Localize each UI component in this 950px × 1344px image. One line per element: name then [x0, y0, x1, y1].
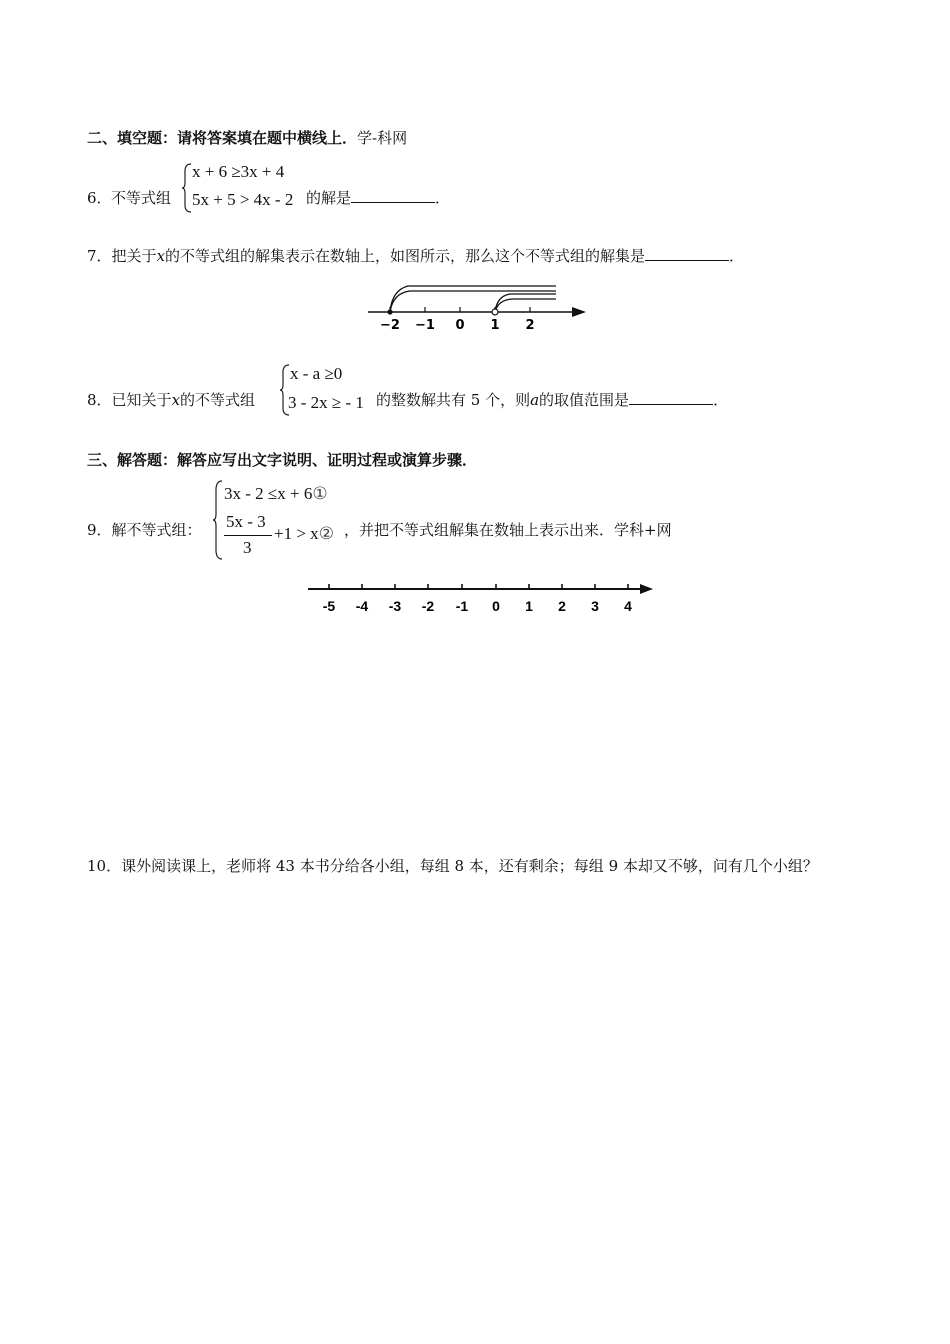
axis-ticks — [390, 307, 530, 312]
axis-label: −1 — [415, 318, 435, 333]
axis-label: -3 — [388, 598, 402, 614]
axis-label: 1 — [490, 318, 500, 333]
question-10 — [87, 855, 818, 876]
answer-blank[interactable] — [645, 246, 729, 261]
closed-point — [387, 309, 392, 314]
section-3-title: 三、解答题：解答应写出文字说明、证明过程或演算步骤． — [87, 451, 478, 469]
axis-label: -2 — [421, 598, 435, 614]
question-text: 的解是 ． — [306, 189, 451, 207]
number-line-blank — [300, 578, 660, 618]
axis-label: 0 — [492, 598, 500, 614]
inequality-1: 3x - 2 ≤x + 6① — [224, 484, 328, 503]
axis-label: 1 — [525, 598, 533, 614]
question-text: ，并把不等式组解集在数轴上表示出来．学科+网 — [344, 521, 672, 539]
fraction-numerator: 5x - 3 — [226, 512, 266, 531]
axis-label: 2 — [558, 598, 566, 614]
solution-arc-2 — [495, 294, 556, 312]
axis-label: −2 — [380, 318, 400, 333]
section-2-title: 二、填空题：请将答案填在题中横线上． — [87, 129, 358, 147]
axis-label: 4 — [624, 598, 632, 614]
question-text: 课外阅读课上，老师将 43 本书分给各小组，每组 8 本，还有剩余；每组 9 本却又不够，问有几个小组？ — [121, 857, 818, 875]
axis-label: 0 — [455, 318, 465, 333]
question-text: 不等式组 — [111, 189, 172, 207]
open-point — [492, 309, 498, 315]
axis-label: -4 — [355, 598, 369, 614]
watermark-text: 学-科网 — [357, 129, 408, 147]
question-text: 8．已知关于x的不等式组 — [87, 391, 256, 409]
question-text: 的整数解共有 5 个，则a的取值范围是 ． — [376, 391, 729, 409]
axis-label: 2 — [525, 318, 535, 333]
system-brace — [212, 480, 224, 560]
axis-label: -5 — [322, 598, 336, 614]
section-2-heading — [87, 127, 407, 148]
question-number: 6． — [87, 189, 112, 207]
axis-label: 3 — [591, 598, 599, 614]
question-text: 9．解不等式组： — [87, 521, 202, 539]
answer-blank[interactable] — [351, 188, 435, 203]
inequality-2: 3 - 2x ≥ - 1 — [288, 393, 364, 412]
question-number: 10． — [87, 857, 122, 875]
answer-blank[interactable] — [629, 390, 713, 405]
inequality-1: x - a ≥0 — [290, 364, 343, 383]
axis-arrow — [640, 584, 653, 594]
fraction-denominator: 3 — [243, 538, 252, 557]
fraction-bar — [224, 535, 272, 536]
axis-arrow — [572, 307, 586, 317]
inequality-2-rest: +1 > x② — [274, 524, 334, 543]
inequality-1: x + 6 ≥3x + 4 — [192, 162, 285, 181]
inequality-2: 5x + 5 > 4x - 2 — [192, 190, 294, 209]
axis-label: -1 — [455, 598, 469, 614]
solution-arc-2-inner — [495, 299, 556, 312]
number-line-figure — [360, 280, 595, 335]
question-text: 7．把关于x的不等式组的解集表示在数轴上，如图所示，那么这个不等式组的解集是 ． — [87, 247, 745, 265]
